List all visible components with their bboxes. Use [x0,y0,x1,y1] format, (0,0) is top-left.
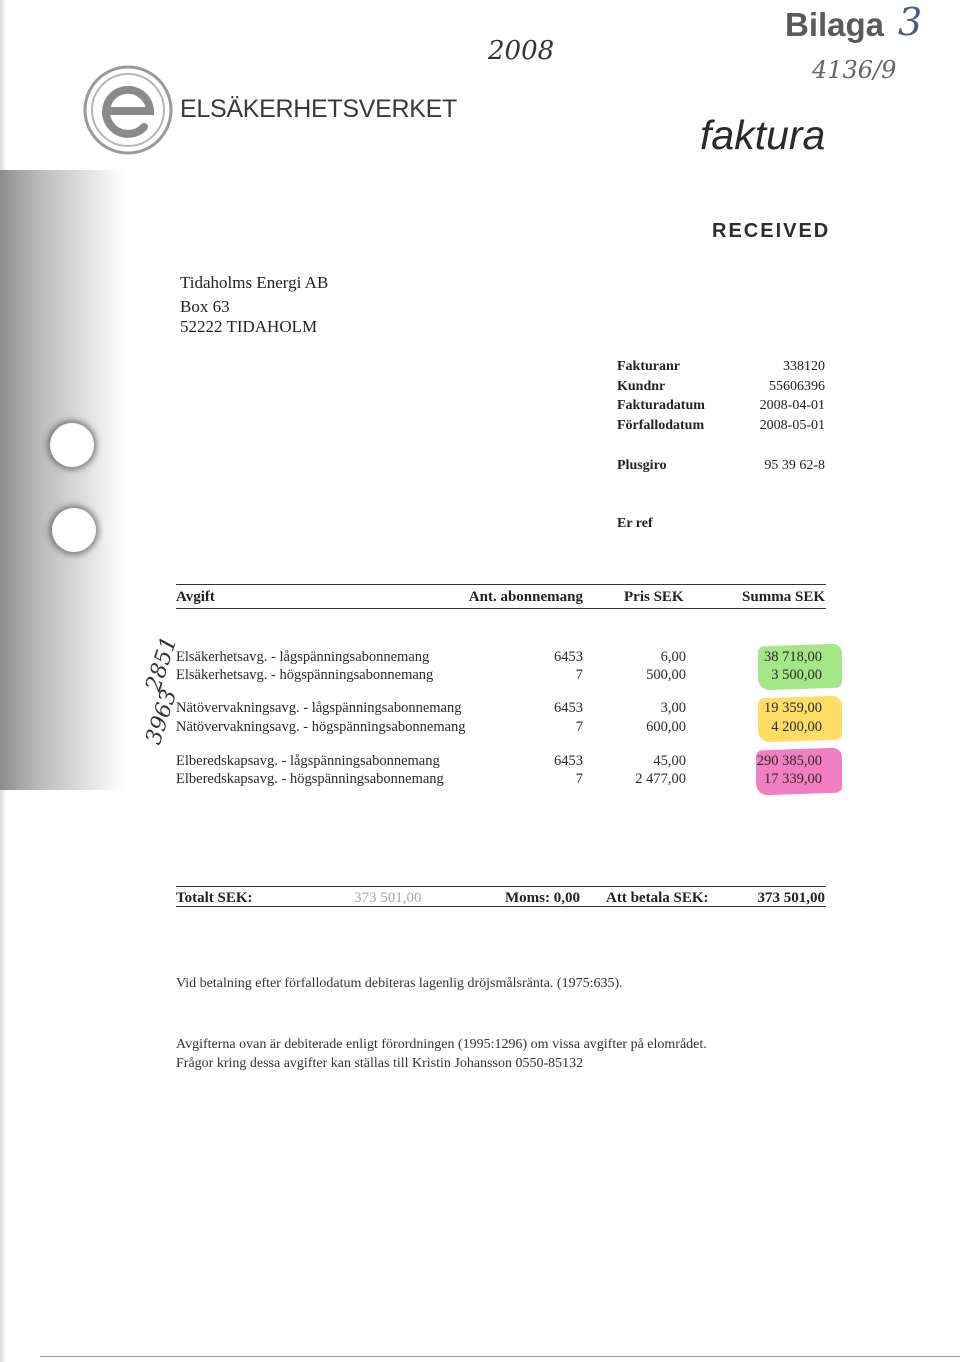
total-value: 373 501,00 [354,890,422,906]
plusgiro-label: Plusgiro [617,458,667,473]
recipient-name: Tidaholms Energi AB [180,273,329,292]
row-sum: 3 500,00 [771,667,822,683]
table-top-rule [176,584,826,585]
row-quantity: 7 [575,667,583,683]
row-price: 500,00 [646,667,686,683]
row-description: Nätövervakningsavg. - högspänningsabonnemang [176,719,466,735]
header-description: Avgift [176,589,215,605]
recipient-box: Box 63 [180,297,230,316]
totals-bottom-rule [176,906,826,907]
customer-number-value: 55606396 [769,379,825,394]
handwritten-margin-note: 3963 [141,686,183,748]
total-label: Totalt SEK: [176,890,253,906]
elsakerhetsverket-logo-icon [82,64,174,156]
punch-hole [50,423,94,467]
row-sum: 38 718,00 [764,649,822,665]
page-bottom-edge [40,1356,960,1357]
row-quantity: 7 [575,719,583,735]
row-quantity: 6453 [554,649,583,665]
row-price: 600,00 [646,719,686,735]
customer-number-label: Kundnr [617,379,666,394]
plusgiro-value: 95 39 62-8 [764,458,825,473]
received-stamp: RECEIVED [712,220,831,242]
due-date-label: Förfallodatum [617,418,705,433]
recipient-postal: 52222 TIDAHOLM [180,317,318,336]
row-sum: 290 385,00 [756,753,822,769]
table-header-rule [176,608,826,609]
interest-note: Vid betalning efter förfallodatum debiteras lagenlig dröjsmålsränta. (1975:635). [176,976,623,991]
row-quantity: 6453 [554,753,583,769]
header-sum: Summa SEK [742,589,825,605]
document-type-title: faktura [700,112,826,158]
row-quantity: 7 [575,771,583,787]
invoice-number-value: 338120 [783,359,825,374]
handwritten-reference: 4136/9 [812,56,897,84]
attachment-label: Bilaga [785,6,885,43]
header-price: Pris SEK [624,589,684,605]
due-date-value: 2008-05-01 [759,418,825,433]
invoice-number-label: Fakturanr [617,359,680,374]
row-description: Nätövervakningsavg. - lågspänningsabonnemang [176,700,462,716]
totals-top-rule [176,886,826,887]
header-quantity: Ant. abonnemang [468,589,583,605]
organization-name: ELSÄKERHETSVERKET [180,95,457,123]
regulation-note: Avgifterna ovan är debiterade enligt förordningen (1995:1296) om vissa avgifter på elområdet. [176,1037,707,1052]
your-reference-label: Er ref [617,516,653,531]
row-description: Elsäkerhetsavg. - högspänningsabonnemang [176,667,434,683]
row-price: 45,00 [653,753,686,769]
handwritten-margin-note: 2851 [141,633,183,695]
row-quantity: 6453 [554,700,583,716]
row-description: Elsäkerhetsavg. - lågspänningsabonnemang [176,649,430,665]
amount-due-label: Att betala SEK: [606,890,709,906]
amount-due-value: 373 501,00 [757,890,825,906]
row-sum: 17 339,00 [764,771,822,787]
vat-amount: Moms: 0,00 [505,890,580,906]
row-price: 6,00 [660,649,686,665]
handwritten-attachment-number: 3 [898,0,923,44]
invoice-date-value: 2008-04-01 [759,398,825,413]
contact-note: Frågor kring dessa avgifter kan ställas till Kristin Johansson 0550-85132 [176,1056,584,1071]
row-description: Elberedskapsavg. - lågspänningsabonnemang [176,753,440,769]
row-price: 2 477,00 [635,771,686,787]
row-description: Elberedskapsavg. - högspänningsabonnemang [176,771,444,787]
row-sum: 4 200,00 [771,719,822,735]
handwritten-year: 2008 [488,36,555,66]
row-price: 3,00 [660,700,686,716]
row-sum: 19 359,00 [764,700,822,716]
invoice-date-label: Fakturadatum [617,398,705,413]
punch-hole [52,508,96,552]
scan-shadow [0,170,125,790]
